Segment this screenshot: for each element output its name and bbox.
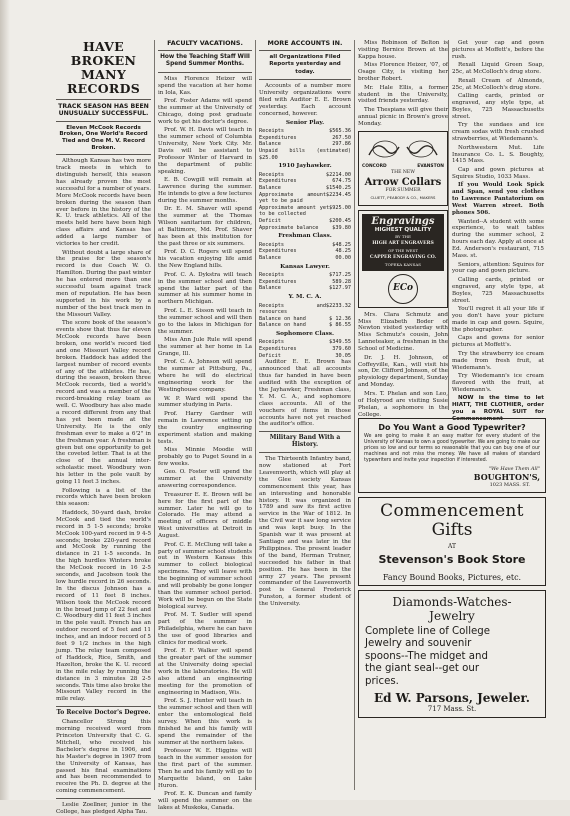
jewelry-ad-line: prices.	[365, 675, 399, 687]
ledger-amount: $2214.00	[326, 171, 351, 178]
classified-note-hiatt: NOW is the time to let HIATT, THE CLOTHIER, order you a ROYAL SUIT for Commencement	[452, 395, 544, 423]
divider	[56, 99, 151, 100]
ledger-amount: $717.25	[329, 272, 351, 279]
boughtons-typewriter-ad	[358, 418, 546, 493]
article-paragraph: Chancellor Strong this morning received word from Princeton University that C. G. Mitchell, who received his Bachelor's degree in 1906, and his Master's degree in 1907 from the University of Kansas, has passed his final examinations and has been recommended to receive the Ph. D. degree at the coming commencement.	[56, 719, 151, 795]
ledger-title: Sophomore Class.	[275, 330, 335, 337]
ledger-amount: 297.86	[332, 141, 351, 148]
headline-faculty-vacations: FACULTY VACATIONS.	[167, 39, 243, 47]
classified-note: Try Wiedemann's ice cream flavored with the fruit, at Wiedemann's.	[452, 373, 544, 393]
article-paragraph: Miss Florence Heizer will spend the vacation at her home in Iola, Kas.	[158, 75, 252, 96]
ledger-amount: $ 86.55	[329, 322, 351, 329]
engraving-monogram: ECo	[388, 274, 418, 304]
ledger-label: Expenditures	[259, 178, 297, 185]
ledger-row	[259, 141, 351, 148]
article-paragraph: Geo. O. Foster will spend the summer at the University answering correspondence.	[158, 469, 252, 490]
column-5	[452, 40, 545, 423]
ad-line: CAPPER ENGRAVING CO.	[369, 254, 437, 260]
ledger-title: Freshman Class.	[278, 233, 332, 240]
ledger-label: Balance	[259, 141, 281, 148]
jewelry-ad-line: Jewelry	[429, 609, 475, 623]
page-edge-shadow	[0, 0, 10, 800]
article-paragraph: Prof. C. A. Johnson will spend the summer at Pittsburg, Pa., where he will do electrical engineering work for the Westinghouse company.	[158, 359, 252, 394]
ledger-row	[259, 303, 351, 316]
ledger-title: 1910 Jayhawker.	[278, 163, 332, 170]
ledger-amount: $ 12.36	[329, 315, 351, 322]
subhead-track: TRACK SEASON HAS BEEN UNUSUALLY SUCCESSFUL.	[58, 103, 149, 118]
column-1	[56, 39, 151, 816]
ledger-row	[259, 272, 351, 279]
ad-line: OF THE WEST	[387, 247, 419, 253]
ledger-row	[259, 205, 351, 218]
classified-note: Wanted--A student with some experience, to wait tables during the summer school, 2 hours each day. Apply at once at Ed. Anderson's restaurant, 715 Mass. st.	[452, 218, 545, 260]
ledger-row	[259, 353, 351, 360]
ledger-row	[259, 218, 351, 225]
ledger-row	[259, 316, 351, 323]
article-paragraph: Prof. Foster Adams will spend the summer at the University of Chicago, doing post graduate work to get his doctor's degree.	[158, 98, 252, 125]
ledger-row	[259, 185, 351, 192]
article-paragraph: Prof. M. T. Sudler will spend part of the summer in Philadelphia, where he can have the use of good libraries and clinics for medical work.	[158, 612, 252, 646]
ledger-label: Receipts	[259, 339, 284, 346]
ledger-title: Y. M. C. A.	[288, 293, 322, 300]
ledger-label: Expenditures	[259, 248, 297, 255]
headline-doctor-degree: To Receive Doctor's Degree.	[56, 709, 151, 717]
local-note: Mrs. T. Phelan and son Leo, of Holyrood are visiting Susie Phelan, a sophomore in the College.	[358, 390, 448, 418]
arrow-collars-ad	[358, 131, 448, 207]
classified-note: Try the sundaes and ice cream sodas with fresh crushed strawberries, at Wiedemann's.	[452, 122, 544, 143]
ledger-label: Expenditures	[259, 346, 297, 353]
ledger-row	[259, 178, 351, 185]
divider	[259, 431, 351, 432]
jewelry-ad-line: Jewelry and souvenir	[365, 638, 472, 650]
ledger-amount: 379.60	[332, 346, 351, 353]
ads-area	[358, 418, 546, 722]
ledger-label: Receipts	[259, 241, 284, 248]
divider	[259, 50, 351, 51]
ledger-row	[259, 322, 351, 329]
headline-accounts: MORE ACCOUNTS IN.	[267, 39, 343, 47]
article-paragraph: Miss Minnie Moodie will probably go to Puget Sound in a few weeks.	[158, 447, 252, 467]
article-paragraph: Prof. Harry Gardner will remain in Lawrence setting up the country engineering experiment station and making tests.	[158, 410, 252, 445]
ledger-amount: 00.00	[335, 254, 351, 261]
ledger-label: Balance	[259, 185, 281, 191]
ledger-amount: $200.45	[329, 217, 351, 224]
local-note: The Thespians will give their annual picnic in Brown's grove Monday.	[358, 106, 448, 127]
article-paragraph: Dr. E. M. Shaver will spend the summer at the Thomas Wilson sanitarium for children, at Baltimore, Md. Prof. Shaver has been at this institution for the past three or six summers.	[158, 206, 252, 247]
subhead-accounts: all Organizations Filed Reports yesterday and today.	[269, 53, 341, 75]
ad-maker: CLUETT, PEABODY & CO., MAKERS	[370, 195, 436, 201]
ledger-amount: $925.00	[329, 204, 351, 211]
ledger-amount: $39.80	[332, 224, 351, 231]
jewelry-ad-line: Complete line of College	[365, 626, 491, 637]
ledger-row	[259, 285, 351, 292]
column-rule	[154, 40, 155, 790]
headline-military-band: Military Band With a History.	[269, 434, 341, 449]
ledger-title: Senior Play.	[285, 119, 325, 126]
column-2	[158, 39, 252, 812]
jewelry-ad-line: the giant seal--get our	[365, 663, 480, 675]
article-paragraph: The score book of the season's events show that thus far eleven McCook records have been broken, one world's record tied and one Missouri Valley record broken. Haddock has added the largest number of record events of any of the athletes. He has, during the season, broken three McCook records, tied a world's record and was a member of the record-breaking relay team as well. C. Woodbury has also made a record different from any that has yet been made at the University. He is the only freshman ever to make a 6'2" in the freshman year. A freshman is given but one opportunity to get the coveted letter. That is at the close of the annual inter-scholastic meet. Woodbury won his letter in the pole vault by going 11 feet 3 inches.	[56, 320, 151, 486]
divider	[56, 121, 151, 122]
ledger-label: Balance	[259, 285, 281, 292]
article-paragraph: Prof. C. A. Dykstra will teach in the summer school and then spend the latter part of the summer at his summer home in northern Michigan.	[158, 271, 252, 306]
gifts-ad-line: Fancy Bound Books, Pictures, etc.	[382, 573, 522, 582]
ledger-amount: $1540.25	[326, 185, 351, 191]
stevensons-gifts-ad	[358, 497, 546, 586]
ledger-label: Receipts	[259, 171, 284, 178]
ledger-label: Deficit	[259, 217, 281, 224]
ledger-label: Deficit	[259, 352, 281, 359]
classified-note: Try the strawberry ice cream made from fresh fruit, at Wiedemann's.	[452, 350, 544, 371]
ledger-amount: $127.97	[329, 285, 351, 292]
column-4	[358, 40, 448, 418]
ledger-row	[259, 346, 351, 353]
classified-note: Rexall Cream of Almonds, 25c, at McColloch's drug store.	[452, 77, 544, 91]
ledger-row	[259, 339, 351, 346]
typewriter-ad-body: We are going to make it an easy matter for every student of the University of Kansas to own a good typewriter. We are going to make our prices so low and our terms so reasonable that you can buy one of our machines and not miss the money. We have all makes of standard typewriters and invite your inspection if interested.	[364, 434, 540, 463]
ledger-row	[259, 172, 351, 179]
article-paragraph: Auditor E. E. Brown has announced that all accounts thus far handed in have been audited with the exception of the Jayhawker, Freshman class, Y. M. C. A., and sophomore class accounts. All of the vouchers of items in those accounts have not yet reached the auditor's office.	[259, 359, 351, 428]
ledger-amount: $2233.32	[326, 302, 351, 309]
column-rule	[255, 40, 256, 790]
article-paragraph: Prof. W. H. Davis will teach in the summer school of Columbia University, New York City. Mr. Davis will be assistant to Professor Winter of Harvard in the department of public speaking.	[158, 127, 252, 175]
gifts-ad-store: Stevenson's Book Store	[378, 553, 526, 566]
ledger-title: Kansas Lawyer.	[280, 263, 330, 270]
jewelry-ad-name: Ed W. Parsons, Jeweler.	[374, 691, 530, 706]
article-paragraph: Haddock, 50-yard dash, broke McCook and tied the world's record in 5 1-5 seconds; broke McCook 100-yard record in 9 4-5 seconds; broke 220-yard record and McCook by running the distance in 21 1-5 seconds. In the high hurdles Winters broke the McCook record in 16 2-5 seconds, and Jacobson took the low hurdle record in 26 seconds. In the discus Johnson has a record of 11 feet 8 inches. Wilson took the McCook record in the broad jump of 22 feet and C. Woodbury did 11 feet 3 inches in the pole vault. French has an outdoor record of 5 feet and 11 inches, and an indoor record of 5 feet 9 1/2 inches in the high jump. The relay team composed of Haddock, Rice, Smith, and Hazelton, broke the K. U. record in the mile relay by running the distance in 3 minutes 28 2-5 seconds. This time also broke the Missouri Valley record in the mile relay.	[56, 509, 151, 703]
classified-note: You'll regret it all your life if you don't have your picture made in cap and gown. Squire, the photographer.	[452, 306, 544, 333]
ledger-row	[259, 128, 351, 135]
divider	[259, 452, 351, 453]
divider	[56, 706, 151, 707]
ad-engravings-title: Engravings	[371, 216, 435, 228]
local-note: Dr. J. H. Johnson, of Coffeyville, Kan., will visit his son, Dr. Clifford Johnson, of the physiology department, Sunday and Monday.	[358, 354, 448, 389]
ledger-label: Approximate amount yet to be collected	[259, 204, 330, 218]
ledger-amount: $565.36	[329, 128, 351, 135]
article-paragraph: Following is a list of the records which have been broken this season:	[56, 487, 151, 508]
capper-engraving-ad	[358, 210, 448, 307]
engraving-banner	[362, 214, 444, 270]
article-paragraph: Prof. L. E. Sisson will teach in the summer school and will then go to the lakes in Michigan for the summer.	[158, 307, 252, 335]
ledger-note: Unpaid bills (estimated) $25.00	[259, 148, 351, 161]
jewelry-ad-line: Diamonds-Watches-	[392, 595, 512, 609]
ledger-label: Approximate amount yet to be paid	[259, 191, 326, 205]
article-paragraph: The Thirteenth Infantry band, now stationed at Fort Leavenworth, which will play at the Glee society Kansas commencement this year, has an interesting and honorable history. It was organized in 1789 and saw its first active service in the War of 1812. In the Civil war it saw long service and was kept busy. In the Spanish war it was present at Santiago and was later in the Philippines. The present leader of the band, Herman Trutner, succeeded his father in that position. He has been in the army 27 years. The present commander of the Leavenworth post is General Frederick Funston, a former student of the University.	[259, 456, 351, 608]
article-paragraph: Treasurer E. E. Brown will be here for the first part of the summer. Later he will go to Colorado. He may attend a meeting of officers of middle West universities at Detroit in August.	[158, 491, 252, 540]
divider	[259, 79, 351, 80]
ad-line: THE NEW	[391, 170, 415, 176]
subhead-faculty: How the Teaching Staff Will Spend Summer Months.	[160, 53, 250, 68]
ledger-label: Expenditures	[259, 134, 297, 141]
local-note: Miss Robinson of Belton is visiting Bernice Brown at the Kappa house.	[358, 40, 448, 60]
ledger-row	[259, 135, 351, 142]
classified-note: Rexall Liquid Green Soap, 25c, at McColloch's drug store.	[452, 62, 544, 76]
parsons-jewelry-ad	[358, 590, 546, 718]
ledger-row	[259, 255, 351, 262]
ledger-label: Balance	[259, 254, 281, 261]
classified-note: Calling cards, printed or engraved, any style type, at Boyles, 725 Massachusetts street.	[452, 276, 544, 304]
article-paragraph: Professor W. E. Higgins will teach in the summer session for the first part of the summer. Then he and his family will go to Marquette Island, on Lake Huron.	[158, 748, 252, 789]
local-note: Miss Florence Heizer, '07, of Osage City, is visiting her brother Robert.	[358, 62, 448, 83]
ledger-amount: 674.75	[332, 178, 351, 185]
typewriter-ad-address: 1023 MASS. ST.	[489, 482, 530, 488]
ledger-amount: $349.55	[329, 339, 351, 346]
ledger-amount: $2234.45	[326, 191, 351, 198]
ledger-label: Receipts	[259, 272, 284, 279]
ad-line: BY THE	[395, 234, 411, 240]
article-paragraph: Although Kansas has two more track meets in which to distinguish herself, this season has already proven the most successful for a number of years. More McCook records have been broken during the season than ever before in the history of the K. U. track athletics. All of the meets held here have been high class affairs and Kansas has added a large number of victories to her credit.	[56, 158, 151, 248]
article-paragraph: Prof. E. K. Duncan and family will spend the summer on the lakes at Muskoka, Canada.	[158, 791, 252, 812]
ledger-label: Receipts and resources	[259, 302, 326, 316]
typewriter-ad-head: Do You Want a Good Typewriter?	[378, 423, 526, 432]
divider	[158, 50, 252, 51]
ad-line: HIGHEST QUALITY	[374, 227, 432, 234]
ad-arrow-collars-title: Arrow Collars	[364, 177, 442, 189]
classified-note: Northwestern Mut. Life Insurance Co. L. S. Boughty, 1415 Mass.	[452, 144, 544, 165]
headline-records: HAVE BROKEN MANY RECORDS	[66, 39, 141, 96]
classified-note: If you Would Look Spick and Span, send you clothes to Lawrence Pantatorium on West Warren street. Both phones 506.	[452, 182, 544, 216]
gifts-ad-line: AT	[447, 543, 456, 550]
divider	[56, 798, 151, 799]
ledger-amount: $48.25	[332, 241, 351, 248]
divider	[158, 72, 252, 73]
ledger-row	[259, 279, 351, 286]
ledger-amount: 48.25	[335, 248, 351, 255]
deck-records: Eleven McCook Records Broken, One World's Record Tied and One M. V. Record Broken.	[59, 124, 148, 151]
ledger-row	[259, 192, 351, 205]
article-paragraph: E. B. Cowgill will remain at Lawrence during the summer. He intends to give a few lectures during the summer months.	[158, 177, 252, 204]
local-note: Mrs. Clara Schmutz and Miss Elizabeth Boder of Newton visited yesterday with Miss Schmutz's cousin, John Lanneteaker, a freshman in the School of Medicine.	[358, 311, 448, 353]
ledger-label: Expenditures	[259, 278, 297, 285]
classified-note: Get your cap and gown pictures at Moffett's, before the rush.	[452, 40, 544, 60]
article-paragraph: Miss Ann Jule Rule will spend the summer at her home in La Grange, Ill.	[158, 337, 252, 357]
ad-brand-right: EVANSTON	[417, 163, 444, 169]
article-paragraph: Leslie Zoellner, junior in the College, has pledged Alpha Tau.	[56, 802, 151, 816]
ledger-label: Balance on hand	[259, 315, 306, 322]
jewelry-ad-line: spoons--The midget and	[365, 650, 488, 662]
accounts-ledger	[259, 120, 351, 360]
gifts-ad-line: Gifts	[431, 520, 473, 540]
classified-note: Calling cards, printed or engraved, any style type, at Boyles, 725 Massachusetts street.	[452, 93, 544, 120]
jewelry-ad-address: 717 Mass. St.	[427, 705, 477, 714]
collar-illustration	[363, 135, 443, 161]
ledger-row	[259, 242, 351, 249]
ledger-label: Balance on hand	[259, 322, 306, 329]
ledger-amount: 589.28	[332, 278, 351, 285]
ad-brand-left: CONCORD	[362, 163, 387, 169]
typewriter-ad-name: BOUGHTON'S,	[473, 472, 540, 482]
article-paragraph: Prof. S. J. Hunter will teach in the summer school and then will enter the entomological field survey. When this work is finished he and his family will spend the remainder of the summer at the northern lakes.	[158, 698, 252, 746]
article-paragraph: W. P. Ward will spend the summer studying in Paris.	[158, 395, 252, 409]
classified-note: Seniors, attention: Squires for your cap and gown picture.	[452, 261, 544, 275]
ledger-amount: 267.50	[332, 134, 351, 141]
ledger-label: Approximate balance	[259, 224, 319, 231]
column-3	[259, 40, 351, 795]
column-rule	[448, 40, 449, 410]
ad-line: TOPEKA KANSAS	[384, 261, 422, 267]
article-paragraph: Prof. D. C. Rogers will spend his vacation enjoying life amid the New England hills.	[158, 249, 252, 270]
ledger-row	[259, 225, 351, 232]
gifts-ad-line: Commencement	[380, 501, 524, 521]
column-rule	[354, 40, 355, 790]
article-paragraph: Accounts of a number more University organizations were filed with Auditor E. E. Brown yesterday. Each account concerned, however.	[259, 83, 351, 117]
local-note: Mr. Hale Ellis, a former student in the University, visited friends yesterday.	[358, 84, 448, 105]
ad-line: HIGH ART ENGRAVERS	[372, 241, 434, 246]
article-paragraph: Prof. C. E. McClung will take a party of summer school students out in Western Kansas this summer to collect biological specimens. They will leave with the beginning of summer school and will probably be gone longer than the summer school period. Work will be begun on the State biological survey.	[158, 541, 252, 610]
typewriter-ad-tag: "We Have Them All"	[488, 466, 540, 472]
ad-line: FOR SUMMER	[385, 188, 421, 194]
article-paragraph: Prof. F. F. Walker will spend the greater part of the summer at the University doing special work in the laboratories. He will also attend an engineering meeting for the promotion of engineering in Madison, Wis.	[158, 648, 252, 696]
ledger-amount: 30.05	[335, 352, 351, 359]
classified-note: Cap and gown pictures at Squires Studio, 1033 Mass.	[452, 166, 544, 180]
divider	[56, 154, 151, 155]
ledger-row	[259, 248, 351, 255]
ledger-label: Receipts	[259, 128, 284, 135]
article-paragraph: Without doubt a large share of the praise for the season's record is due Coach W. O. Hamilton. During the past winter he has entered more than one successful team against track men of reputation. He has been supported in his work by a number of the best track men in the Missouri Valley.	[56, 249, 151, 318]
classified-note: Caps and gowns for senior pictures at Moffett's.	[452, 335, 544, 349]
